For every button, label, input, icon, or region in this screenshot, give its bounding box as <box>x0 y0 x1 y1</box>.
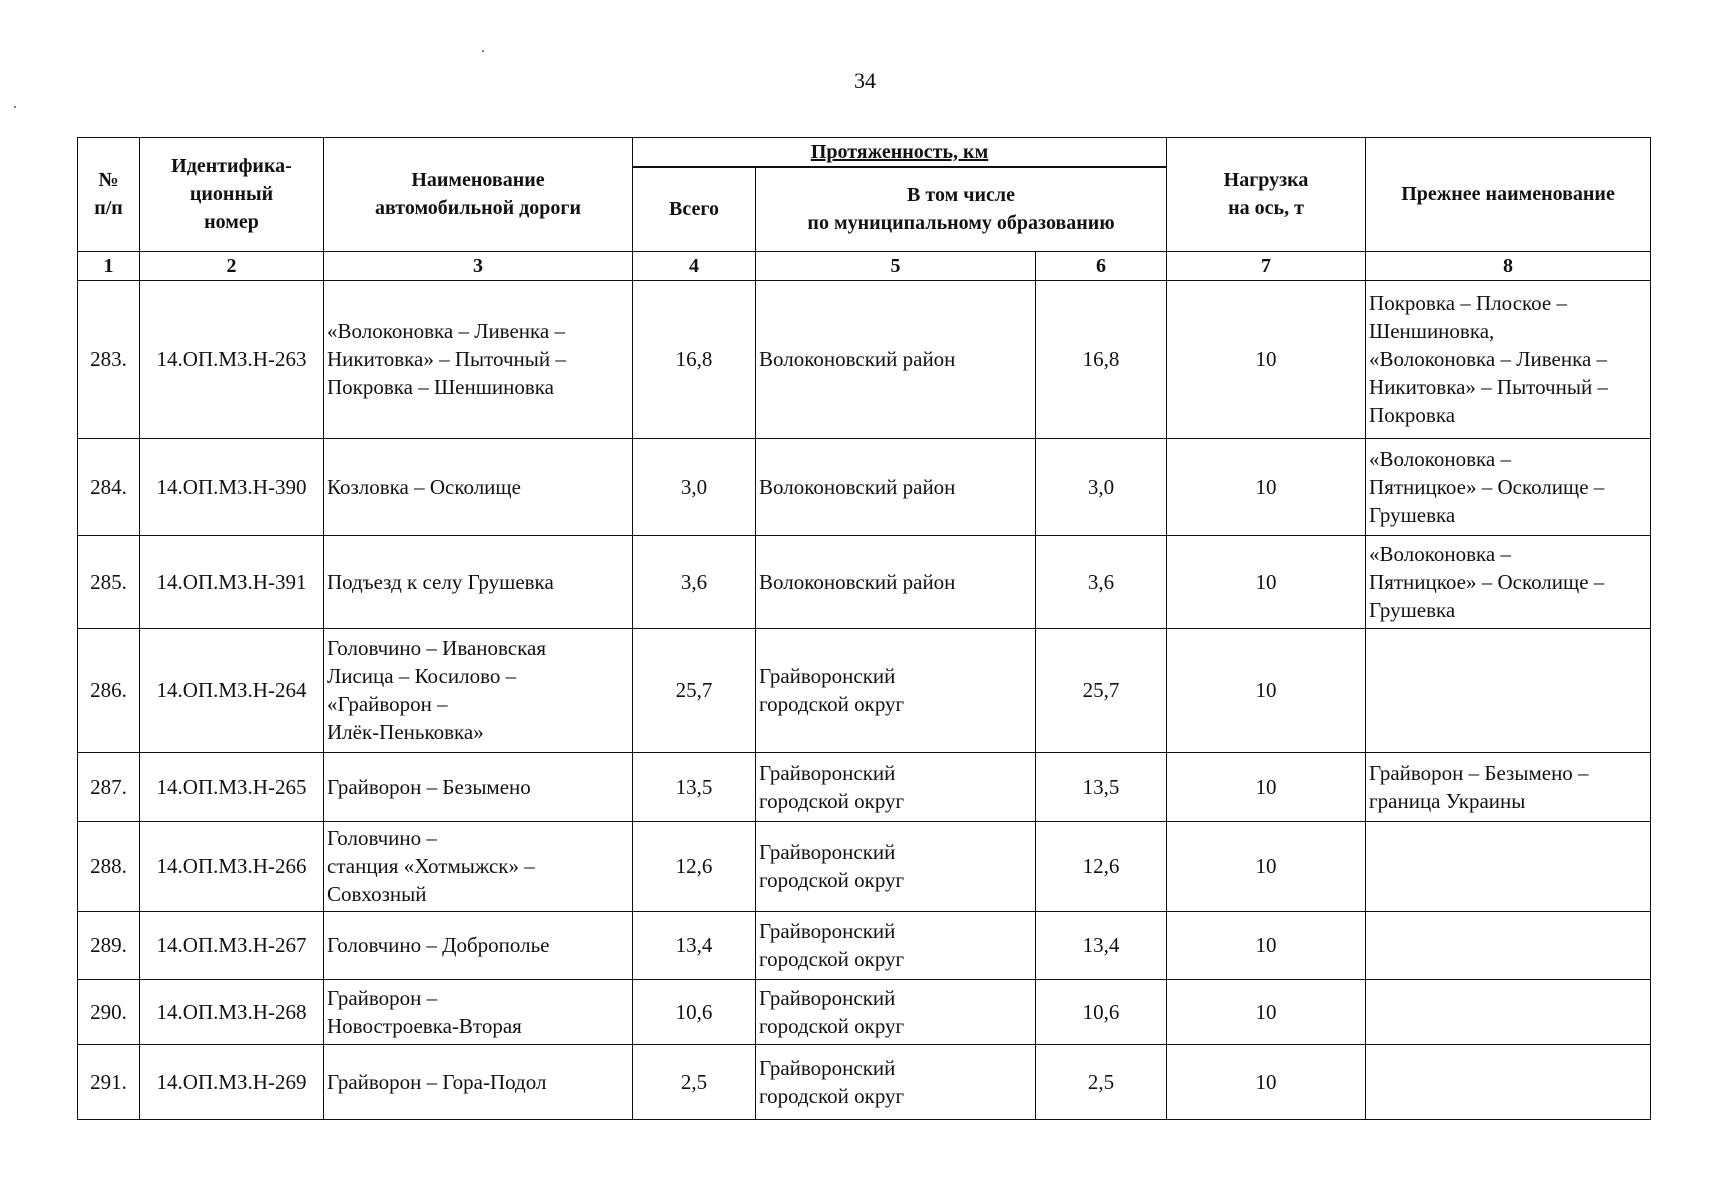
row-number-cell: 290. <box>78 979 140 1044</box>
municipality-cell: Грайворонский городской округ <box>756 1044 1036 1119</box>
road-id-cell: 14.ОП.МЗ.Н-269 <box>140 1044 324 1119</box>
former-name-cell: Грайворон – Безымено – граница Украины <box>1366 752 1651 821</box>
municipality-cell: Грайворонский городской округ <box>756 979 1036 1044</box>
col-number: 8 <box>1366 251 1651 280</box>
former-name-cell: «Волоконовка – Пятницкое» – Осколище – Грушевка <box>1366 535 1651 628</box>
municipality-cell: Грайворонский городской округ <box>756 821 1036 911</box>
municipal-length-cell: 25,7 <box>1036 628 1167 752</box>
former-name-cell <box>1366 911 1651 979</box>
axle-load-cell: 10 <box>1167 535 1366 628</box>
table-row <box>78 911 1651 979</box>
length-total-cell: 12,6 <box>633 821 756 911</box>
length-total-cell: 25,7 <box>633 628 756 752</box>
col-number: 1 <box>78 251 140 280</box>
row-number-cell: 284. <box>78 438 140 535</box>
municipal-length-cell: 13,4 <box>1036 911 1167 979</box>
col-number: 5 <box>756 251 1036 280</box>
road-name-cell: «Волоконовка – Ливенка – Никитовка» – Пыточный – Покровка – Шеншиновка <box>324 280 633 438</box>
col-number: 4 <box>633 251 756 280</box>
former-name-cell <box>1366 1044 1651 1119</box>
table-row <box>78 1044 1651 1119</box>
former-name-cell: «Волоконовка – Пятницкое» – Осколище – Грушевка <box>1366 438 1651 535</box>
municipal-length-cell: 3,0 <box>1036 438 1167 535</box>
header-length-group <box>633 138 1167 168</box>
row-number-cell: 285. <box>78 535 140 628</box>
road-name-cell: Головчино – Ивановская Лисица – Косилово – «Грайворон – Илёк-Пеньковка» <box>324 628 633 752</box>
table-row <box>78 821 1651 911</box>
former-name-cell <box>1366 979 1651 1044</box>
col-number: 2 <box>140 251 324 280</box>
road-name-cell: Подъезд к селу Грушевка <box>324 535 633 628</box>
axle-load-cell: 10 <box>1167 1044 1366 1119</box>
road-id-cell: 14.ОП.МЗ.Н-266 <box>140 821 324 911</box>
former-name-cell <box>1366 821 1651 911</box>
road-id-cell: 14.ОП.МЗ.Н-391 <box>140 535 324 628</box>
row-number-cell: 287. <box>78 752 140 821</box>
row-number-cell: 283. <box>78 280 140 438</box>
col-number: 3 <box>324 251 633 280</box>
row-number-cell: 288. <box>78 821 140 911</box>
scan-speck <box>14 106 16 108</box>
axle-load-cell: 10 <box>1167 911 1366 979</box>
header-id: Идентифика- ционный номер <box>140 138 324 252</box>
municipality-cell: Волоконовский район <box>756 535 1036 628</box>
road-name-cell: Головчино – станция «Хотмыжск» – Совхозный <box>324 821 633 911</box>
length-total-cell: 2,5 <box>633 1044 756 1119</box>
row-number-cell: 289. <box>78 911 140 979</box>
municipal-length-cell: 3,6 <box>1036 535 1167 628</box>
length-total-cell: 10,6 <box>633 979 756 1044</box>
municipality-cell: Волоконовский район <box>756 438 1036 535</box>
axle-load-cell: 10 <box>1167 979 1366 1044</box>
table-row <box>78 752 1651 821</box>
table-row <box>78 628 1651 752</box>
length-total-cell: 16,8 <box>633 280 756 438</box>
length-total-cell: 13,5 <box>633 752 756 821</box>
col-number: 7 <box>1167 251 1366 280</box>
table-row <box>78 438 1651 535</box>
page-number: 34 <box>854 68 876 93</box>
road-name-cell: Грайворон – Гора-Подол <box>324 1044 633 1119</box>
municipal-length-cell: 13,5 <box>1036 752 1167 821</box>
road-name-cell: Грайворон – Безымено <box>324 752 633 821</box>
road-id-cell: 14.ОП.МЗ.Н-265 <box>140 752 324 821</box>
roads-table <box>77 137 1651 1120</box>
header-length-group-label: Протяженность, км <box>810 141 989 163</box>
municipality-cell: Грайворонский городской округ <box>756 628 1036 752</box>
municipal-length-cell: 10,6 <box>1036 979 1167 1044</box>
length-total-cell: 3,6 <box>633 535 756 628</box>
row-number-cell: 286. <box>78 628 140 752</box>
scan-speck <box>482 50 484 52</box>
road-name-cell: Козловка – Осколище <box>324 438 633 535</box>
road-id-cell: 14.ОП.МЗ.Н-390 <box>140 438 324 535</box>
road-id-cell: 14.ОП.МЗ.Н-267 <box>140 911 324 979</box>
row-number-cell: 291. <box>78 1044 140 1119</box>
axle-load-cell: 10 <box>1167 628 1366 752</box>
header-num: № п/п <box>78 138 140 252</box>
road-name-cell: Грайворон – Новостроевка-Вторая <box>324 979 633 1044</box>
former-name-cell <box>1366 628 1651 752</box>
municipality-cell: Волоконовский район <box>756 280 1036 438</box>
municipal-length-cell: 12,6 <box>1036 821 1167 911</box>
length-total-cell: 3,0 <box>633 438 756 535</box>
table-row <box>78 979 1651 1044</box>
table-body <box>78 280 1651 1119</box>
header-municipal: В том числе по муниципальному образованию <box>756 167 1167 251</box>
municipal-length-cell: 16,8 <box>1036 280 1167 438</box>
header-total: Всего <box>633 167 756 251</box>
table-row <box>78 280 1651 438</box>
length-total-cell: 13,4 <box>633 911 756 979</box>
road-id-cell: 14.ОП.МЗ.Н-263 <box>140 280 324 438</box>
former-name-cell: Покровка – Плоское – Шеншиновка, «Волоконовка – Ливенка – Никитовка» – Пыточный – Покровка <box>1366 280 1651 438</box>
header-axle-load: Нагрузка на ось, т <box>1167 138 1366 252</box>
header-road-name: Наименование автомобильной дороги <box>324 138 633 252</box>
municipal-length-cell: 2,5 <box>1036 1044 1167 1119</box>
road-id-cell: 14.ОП.МЗ.Н-268 <box>140 979 324 1044</box>
axle-load-cell: 10 <box>1167 438 1366 535</box>
axle-load-cell: 10 <box>1167 752 1366 821</box>
axle-load-cell: 10 <box>1167 821 1366 911</box>
municipality-cell: Грайворонский городской округ <box>756 752 1036 821</box>
axle-load-cell: 10 <box>1167 280 1366 438</box>
col-number: 6 <box>1036 251 1167 280</box>
municipality-cell: Грайворонский городской округ <box>756 911 1036 979</box>
road-id-cell: 14.ОП.МЗ.Н-264 <box>140 628 324 752</box>
header-former-name: Прежнее наименование <box>1366 138 1651 252</box>
road-name-cell: Головчино – Доброполье <box>324 911 633 979</box>
table-row <box>78 535 1651 628</box>
